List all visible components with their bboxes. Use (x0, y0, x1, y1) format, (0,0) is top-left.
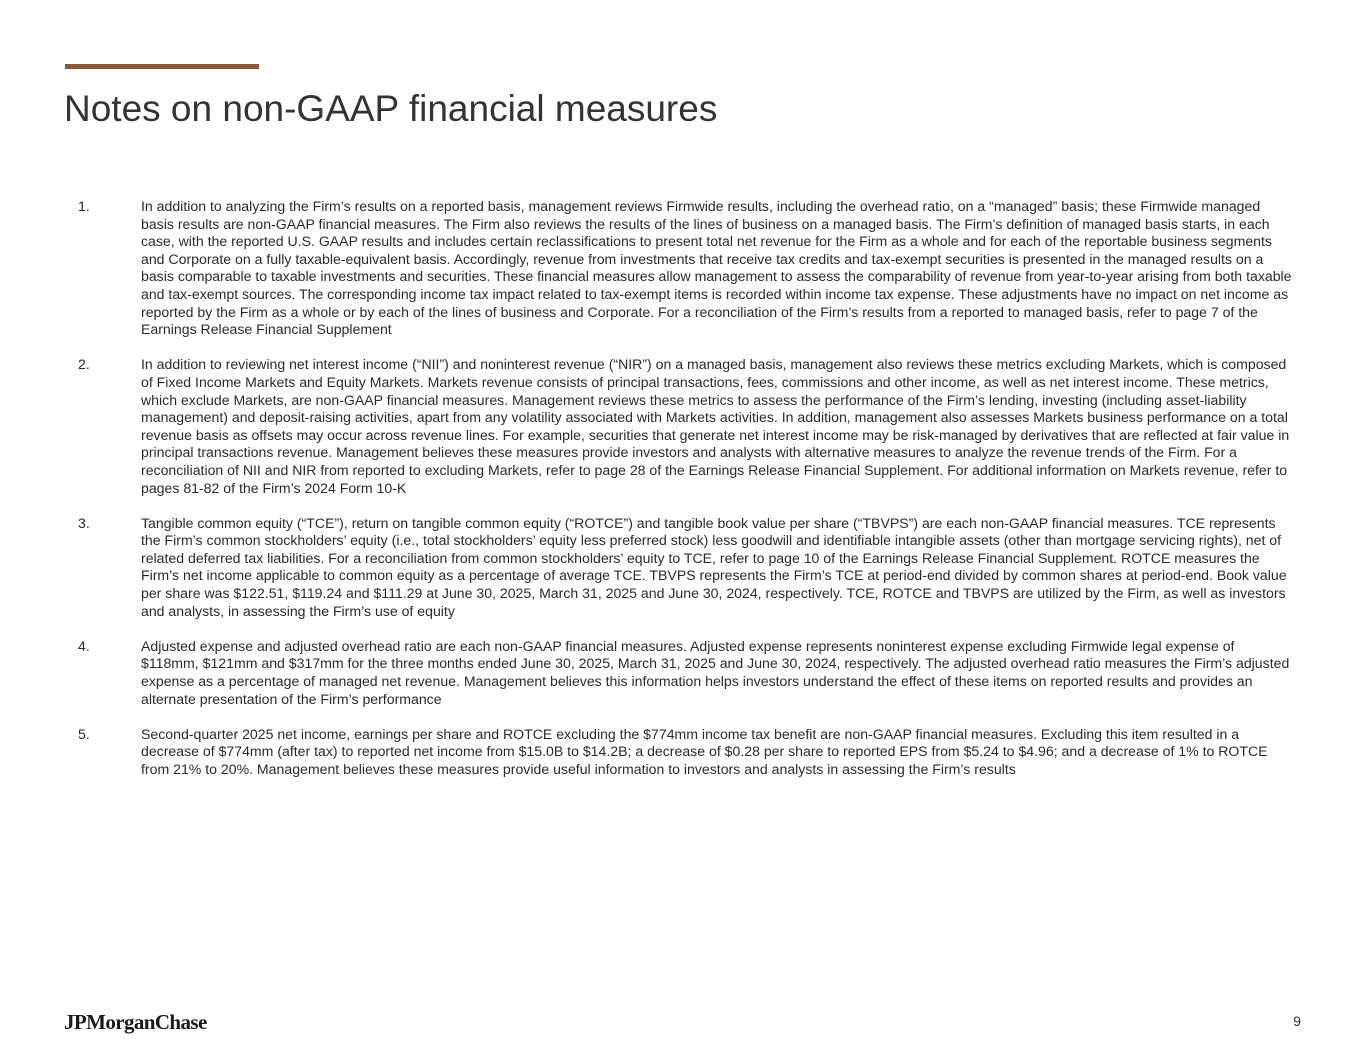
notes-list (78, 198, 1293, 796)
note-item-1 (78, 198, 1293, 339)
company-logo: JPMorganChase (64, 1010, 207, 1034)
page-number: 9 (1293, 1013, 1301, 1029)
note-number: 1. (78, 198, 90, 214)
note-item-5 (78, 726, 1293, 779)
note-text: Second-quarter 2025 net income, earnings per share and ROTCE excluding the $774mm income tax benefit are non-GAAP financial measures. Excluding this item resulted in a decrease of $774mm (after tax) to reported net income from $15.0B to $14.2B; a decrease of $0.28 per share to reported EPS from $5.24 to $4.96; and a decrease of 1% to ROTCE from 21% to 20%. Management believes these measures provide useful information to investors and analysts in assessing the Firm’s results (141, 725, 1268, 777)
note-text: Tangible common equity (“TCE”), return on tangible common equity (“ROTCE”) and tangible book value per share (“TBVPS”) are each non-GAAP financial measures. TCE represents the Firm’s common stockholders’ equity (i.e., total stockholders’ equity less preferred stock) less goodwill and identifiable intangible assets (other than mortgage servicing rights), net of related deferred tax liabilities. For a reconciliation from common stockholders’ equity to TCE, refer to page 10 of the Earnings Release Financial Supplement. ROTCE measures the Firm’s net income applicable to common equity as a percentage of average TCE. TBVPS represents the Firm’s TCE at period-end divided by common shares at period-end. Book value per share was $122.51, $119.24 and $111.29 at June 30, 2025, March 31, 2025 and June 30, 2024, respectively. TCE, ROTCE and TBVPS are utilized by the Firm, as well as investors and analysts, in assessing the Firm’s use of equity (141, 514, 1287, 619)
note-number: 5. (78, 725, 90, 742)
title-accent-bar (65, 64, 259, 69)
note-number: 4. (78, 637, 90, 654)
note-text: Adjusted expense and adjusted overhead ratio are each non-GAAP financial measures. Adjusted expense represents noninterest expense excluding Firmwide legal expense of $118mm, $121mm and $317mm for the three months ended June 30, 2025, March 31, 2025 and June 30, 2024, respectively. The adjusted overhead ratio measures the Firm’s adjusted expense as a percentage of managed net revenue. Management believes this information helps investors understand the effect of these items on reported results and provides an alternate presentation of the Firm’s performance (141, 637, 1290, 707)
page-title: Notes on non-GAAP financial measures (64, 88, 718, 129)
note-text: In addition to reviewing net interest income (“NII”) and noninterest revenue (“NIR”) on a managed basis, management also reviews these metrics excluding Markets, which is composed of Fixed Income Markets and Equity Markets. Markets revenue consists of principal transactions, fees, commissions and other income, as well as net interest income. These metrics, which exclude Markets, are non-GAAP financial measures. Management reviews these metrics to assess the performance of the Firm’s lending, investing (including asset-liability management) and deposit-raising activities, apart from any volatility associated with Markets activities. In addition, management also assesses Markets business performance on a total revenue basis as offsets may occur across revenue lines. For example, securities that generate net interest income may be risk-managed by derivatives that are reflected at fair value in principal transactions revenue. Management believes these measures provide investors and analysts with alternative measures to analyze the revenue trends of the Firm. For a reconciliation of NII and NIR from reported to excluding Markets, refer to page 28 of the Earnings Release Financial Supplement. For additional information on Markets revenue, refer to pages 81-82 of the Firm’s 2024 Form 10-K (141, 356, 1290, 496)
note-item-3 (78, 515, 1293, 621)
note-text: In addition to analyzing the Firm’s results on a reported basis, management reviews Firmwide results, including the overhead ratio, on a “managed” basis; these Firmwide managed basis results are non-GAAP financial measures. The Firm also reviews the results of the lines of business on a managed basis. The Firm’s definition of managed basis starts, in each case, with the reported U.S. GAAP results and includes certain reclassifications to present total net revenue for the Firm as a whole and for each of the reportable business segments and Corporate on a fully taxable-equivalent basis. Accordingly, revenue from investments that receive tax credits and tax-exempt securities is presented in the managed results on a basis comparable to taxable investments and securities. These financial measures allow management to assess the comparability of revenue from year-to-year arising from both taxable and tax-exempt sources. The corresponding income tax impact related to tax-exempt items is recorded within income tax expense. These adjustments have no impact on net income as reported by the Firm as a whole or by each of the lines of business and Corporate. For a reconciliation of the Firm’s results from a reported to managed basis, refer to page 7 of the Earnings Release Financial Supplement (141, 198, 1292, 338)
note-item-4 (78, 638, 1293, 708)
note-item-2 (78, 356, 1293, 497)
note-number: 2. (78, 356, 90, 373)
note-number: 3. (78, 514, 90, 531)
